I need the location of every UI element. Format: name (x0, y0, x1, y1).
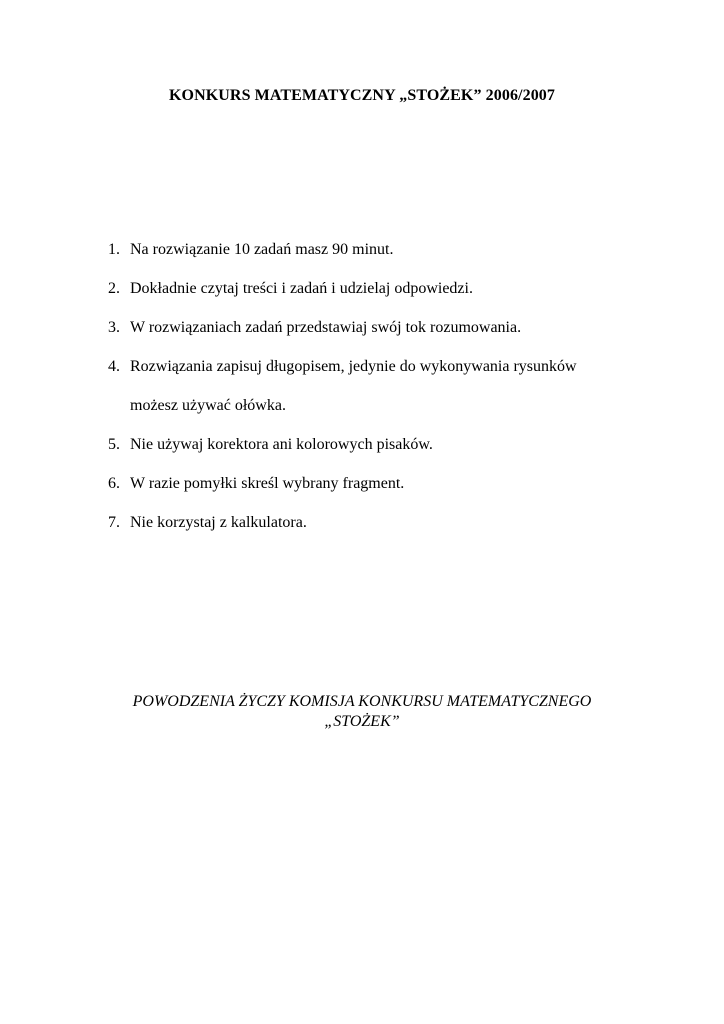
list-item (0, 513, 724, 552)
list-item-number: 3. (108, 319, 120, 336)
list-item-number: 6. (108, 475, 120, 492)
list-item-number: 2. (108, 280, 120, 297)
list-item (0, 318, 724, 357)
list-item-text: Na rozwiązanie 10 zadań masz 90 minut. (130, 241, 394, 258)
list-item (0, 435, 724, 474)
list-item-text: Nie używaj korektora ani kolorowych pisaków. (130, 436, 433, 453)
list-item-number: 7. (108, 514, 120, 531)
list-item-text: Nie korzystaj z kalkulatora. (130, 514, 307, 531)
list-item (0, 240, 724, 279)
closing-message-line1: POWODZENIA ŻYCZY KOMISJA KONKURSU MATEMATYCZNEGO (132, 693, 592, 710)
list-item-text-line1: Rozwiązania zapisuj długopisem, jedynie do wykonywania rysunków (130, 358, 577, 375)
page-title: KONKURS MATEMATYCZNY „STOŻEK” 2006/2007 (168, 87, 555, 104)
closing-message (0, 692, 724, 732)
list-item-number: 1. (108, 241, 120, 258)
list-item-text-line2: możesz używać ołówka. (130, 397, 286, 414)
list-item-text: W razie pomyłki skreśl wybrany fragment. (130, 475, 405, 492)
list-item-text: Dokładnie czytaj treści i zadań i udzielaj odpowiedzi. (130, 280, 473, 297)
closing-message-line2: „STOŻEK” (324, 713, 400, 730)
list-item-text: W rozwiązaniach zadań przedstawiaj swój tok rozumowania. (130, 319, 522, 336)
list-item (0, 279, 724, 318)
list-item-number: 5. (108, 436, 120, 453)
list-item-text-wrapped (130, 357, 630, 416)
list-item-number: 4. (108, 358, 120, 375)
list-item (0, 357, 724, 435)
rules-list (0, 240, 724, 552)
list-item (0, 474, 724, 513)
